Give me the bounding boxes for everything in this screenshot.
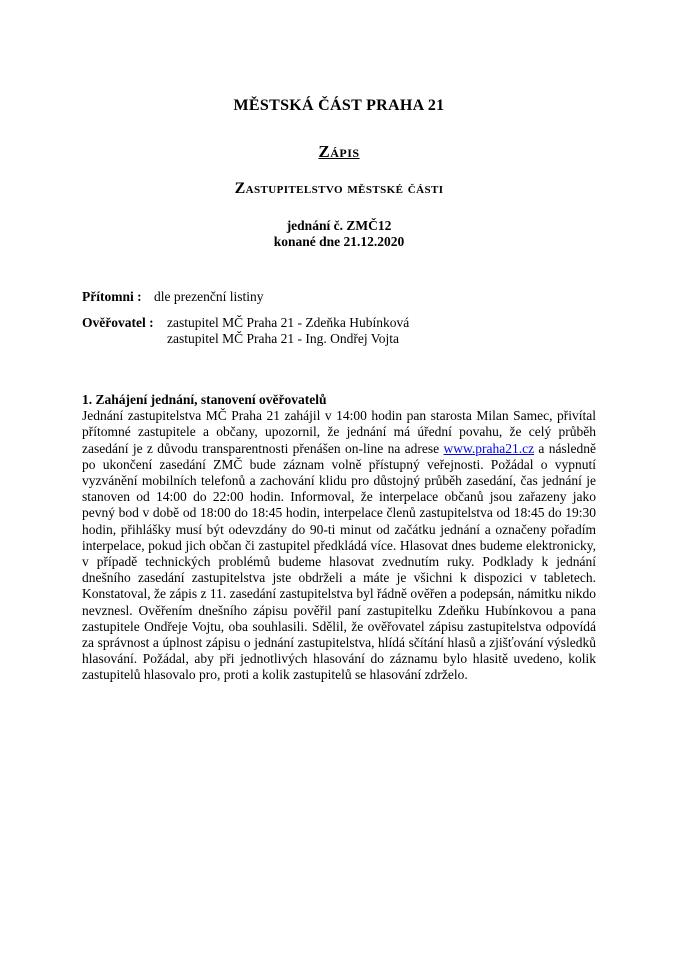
section-heading: 1. Zahájení jednání, stanovení ověřovatelů xyxy=(82,392,327,407)
present-label: Přítomni : xyxy=(82,289,142,304)
verifier-label: Ověřovatel : xyxy=(82,315,154,330)
verifier-list xyxy=(167,315,596,347)
section-paragraph xyxy=(82,408,596,683)
verifier-row xyxy=(82,315,596,347)
praha21-link[interactable]: www.praha21.cz xyxy=(443,440,535,456)
meeting-info xyxy=(82,218,596,250)
document-type-line xyxy=(82,142,596,162)
council-name: Zastupitelstvo městské části xyxy=(234,180,444,197)
meeting-number: jednání č. ZMČ12 xyxy=(286,218,392,233)
document-header xyxy=(82,97,596,250)
present-value: dle prezenční listiny xyxy=(154,289,264,304)
attendance-section xyxy=(82,289,596,347)
paragraph-text-before-link: Jednání zastupitelstva MČ Praha 21 zahájil v 14:00 hodin pan starosta Milan Samec, přivítal přítomné zastupitele a občany, upozornil, že jednání má úřední povahu, že celý průběh zasedání je z důvodu transparentnosti přenášen on-line na adrese xyxy=(82,408,596,456)
present-row xyxy=(82,289,596,305)
document-type: Zápis xyxy=(318,142,360,161)
document-title: MĚSTSKÁ ČÁST PRAHA 21 xyxy=(233,97,445,114)
minutes-body xyxy=(82,392,596,684)
meeting-date: konané dne 21.12.2020 xyxy=(273,234,405,249)
verifier-item: zastupitel MČ Praha 21 - Zdeňka Hubínková xyxy=(167,315,410,330)
paragraph-text-after-link: a následně po ukončení zasedání ZMČ bude záznam volně přístupný veřejnosti. Požádal o vypnutí vyzvánění mobilních telefonů a zachování klidu pro důstojný průběh zasedání, čas jednání je stanoven od 14:00 do 22:00 hodin. Informoval, že interpelace občanů jsou zařazeny jako pevný bod v době od 18:00 do 18:45 hodin, interpelace členů zastupitelstva od 18:45 do 19:30 hodin, přihlášky musí být odevzdány do 90-ti minut od začátku jednání a označeny pořadím interpelace, pokud jich občan či zastupitel předkládá více. Hlasovat dnes budeme elektronicky, v případě technických problémů budeme hlasovat zvednutím ruky. Podklady k jednání dnešního zasedání zastupitelstva jste obdrželi a máte je všichni k dispozici v tabletech. Konstatoval, že zápis z 11. zasedání zastupitelstva byl řádně ověřen a podepsán, námitku nikdo nevznesl. Ověřením dnešního zápisu pověřil paní zastupitelku Zdeňku Hubínkovou a pana zastupitele Ondřeje Vojtu, oba souhlasili. Sdělil, že ověřovatel zápisu zastupitelstva odpovídá za správnost a úplnost zápisu o jednání zastupitelstva, hlídá sčítání hlasů a zjišťování výsledků hlasování. Požádal, aby při jednotlivých hlasování do záznamu bylo hlasitě uvedeno, kolik zastupitelů hlasovalo pro, proti a kolik zastupitelů se hlasování zdrželo. xyxy=(82,440,596,683)
verifier-item: zastupitel MČ Praha 21 - Ing. Ondřej Vojta xyxy=(167,331,399,346)
